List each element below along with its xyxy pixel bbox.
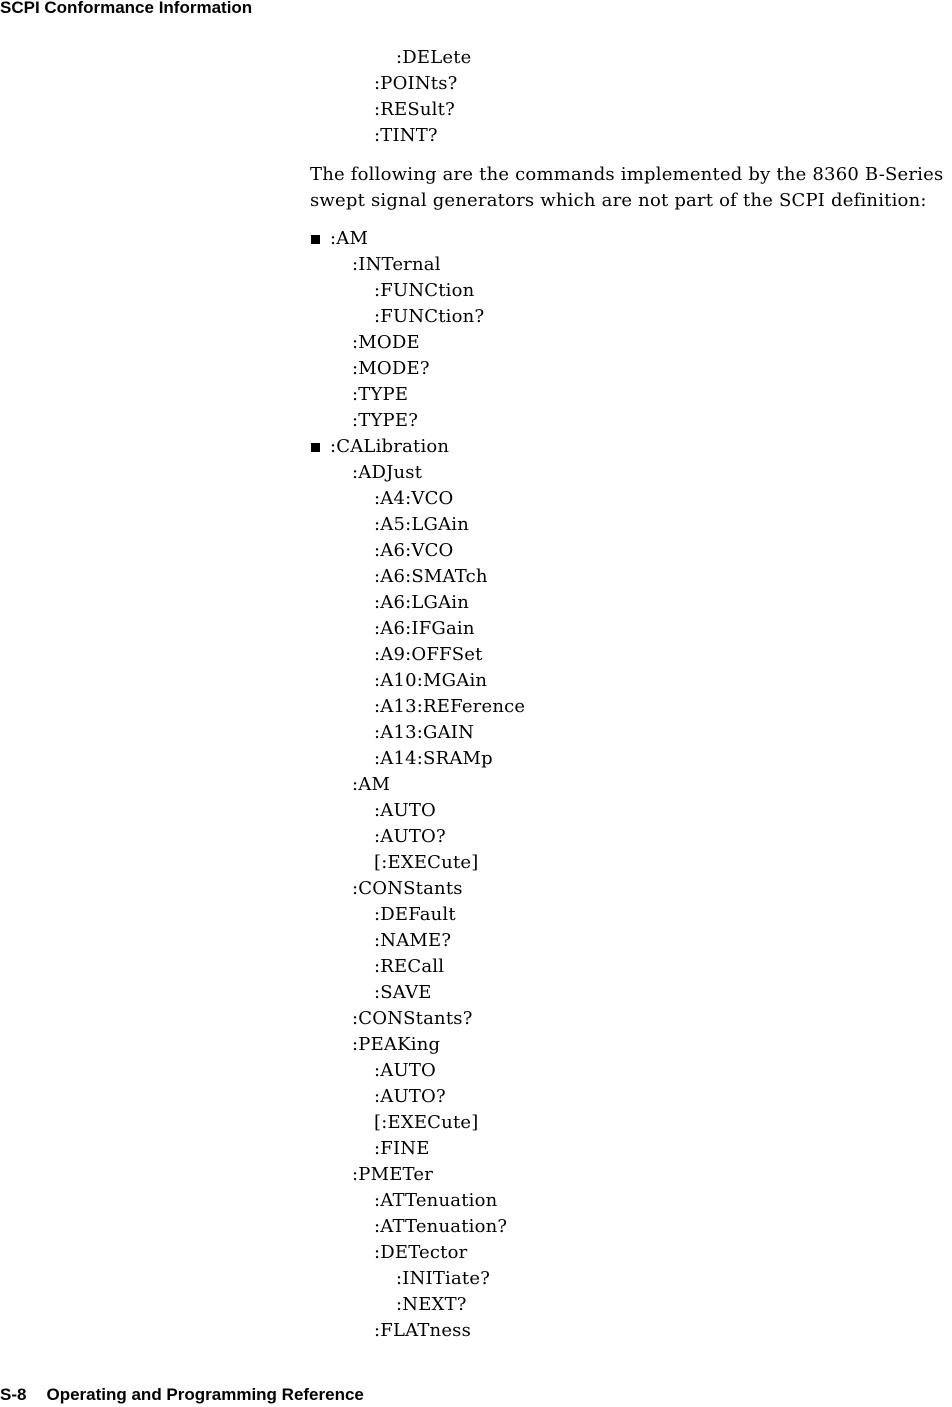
command-item: :AUTO [374, 800, 436, 821]
command-item: :TINT? [374, 125, 438, 146]
command-item: :NAME? [374, 930, 452, 951]
command-item: :FLATness [374, 1320, 472, 1341]
command-item: :A5:LGAin [374, 514, 470, 535]
running-footer [0, 1384, 364, 1406]
page-number: S-8 [0, 1385, 27, 1404]
command-item: :TYPE? [352, 410, 419, 431]
command-item: :NEXT? [396, 1294, 467, 1315]
command-item: :PEAKing [352, 1034, 441, 1055]
command-item: :CONStants? [352, 1008, 473, 1029]
command-item: [:EXECute] [374, 852, 479, 873]
command-item: :A13:GAIN [374, 722, 475, 743]
command-item: :AUTO? [374, 826, 446, 847]
command-item: :A6:LGAin [374, 592, 470, 613]
command-item: :A4:VCO [374, 488, 454, 509]
command-item: :INTernal [352, 254, 441, 275]
command-item: :FINE [374, 1138, 430, 1159]
command-item: :DELete [396, 47, 472, 68]
command-item: :A6:IFGain [374, 618, 475, 639]
command-item: :RECall [374, 956, 445, 977]
command-item: :AUTO? [374, 1086, 446, 1107]
section-title: Operating and Programming Reference [46, 1385, 364, 1404]
command-item: :A14:SRAMp [374, 748, 493, 769]
command-item: :FUNCtion [374, 280, 475, 301]
bullet-icon [311, 235, 320, 244]
command-item: :ATTenuation [374, 1190, 498, 1211]
command-item: :ADJust [352, 462, 423, 483]
bullet-icon [311, 443, 320, 452]
command-item: :A13:REFerence [374, 696, 526, 717]
command-item: :AM [352, 774, 391, 795]
command-item: :A6:VCO [374, 540, 454, 561]
command-item: :INITiate? [396, 1268, 491, 1289]
command-item: :PMETer [352, 1164, 434, 1185]
command-item: :ATTenuation? [374, 1216, 508, 1237]
command-item: :DEFault [374, 904, 456, 925]
intro-line: swept signal generators which are not part of the SCPI definition: [310, 190, 927, 211]
command-item: :A6:SMATch [374, 566, 488, 587]
command-item: :CONStants [352, 878, 463, 899]
command-item: :POINts? [374, 73, 458, 94]
command-item: :AUTO [374, 1060, 436, 1081]
command-item: :SAVE [374, 982, 432, 1003]
command-item: :A9:OFFSet [374, 644, 483, 665]
command-item: :TYPE [352, 384, 409, 405]
intro-line: The following are the commands implemented by the 8360 B-Series [310, 164, 944, 185]
command-item: :MODE? [352, 358, 430, 379]
command-item: :MODE [352, 332, 420, 353]
command-item: :RESult? [374, 99, 455, 120]
command-group-am: :AM [330, 228, 369, 249]
command-item: :FUNCtion? [374, 306, 485, 327]
intro-paragraph [310, 162, 952, 214]
command-item: [:EXECute] [374, 1112, 479, 1133]
command-item: :DETector [374, 1242, 468, 1263]
running-header: SCPI Conformance Information [0, 0, 253, 17]
command-group-calibration: :CALibration [330, 436, 450, 457]
command-item: :A10:MGAin [374, 670, 488, 691]
